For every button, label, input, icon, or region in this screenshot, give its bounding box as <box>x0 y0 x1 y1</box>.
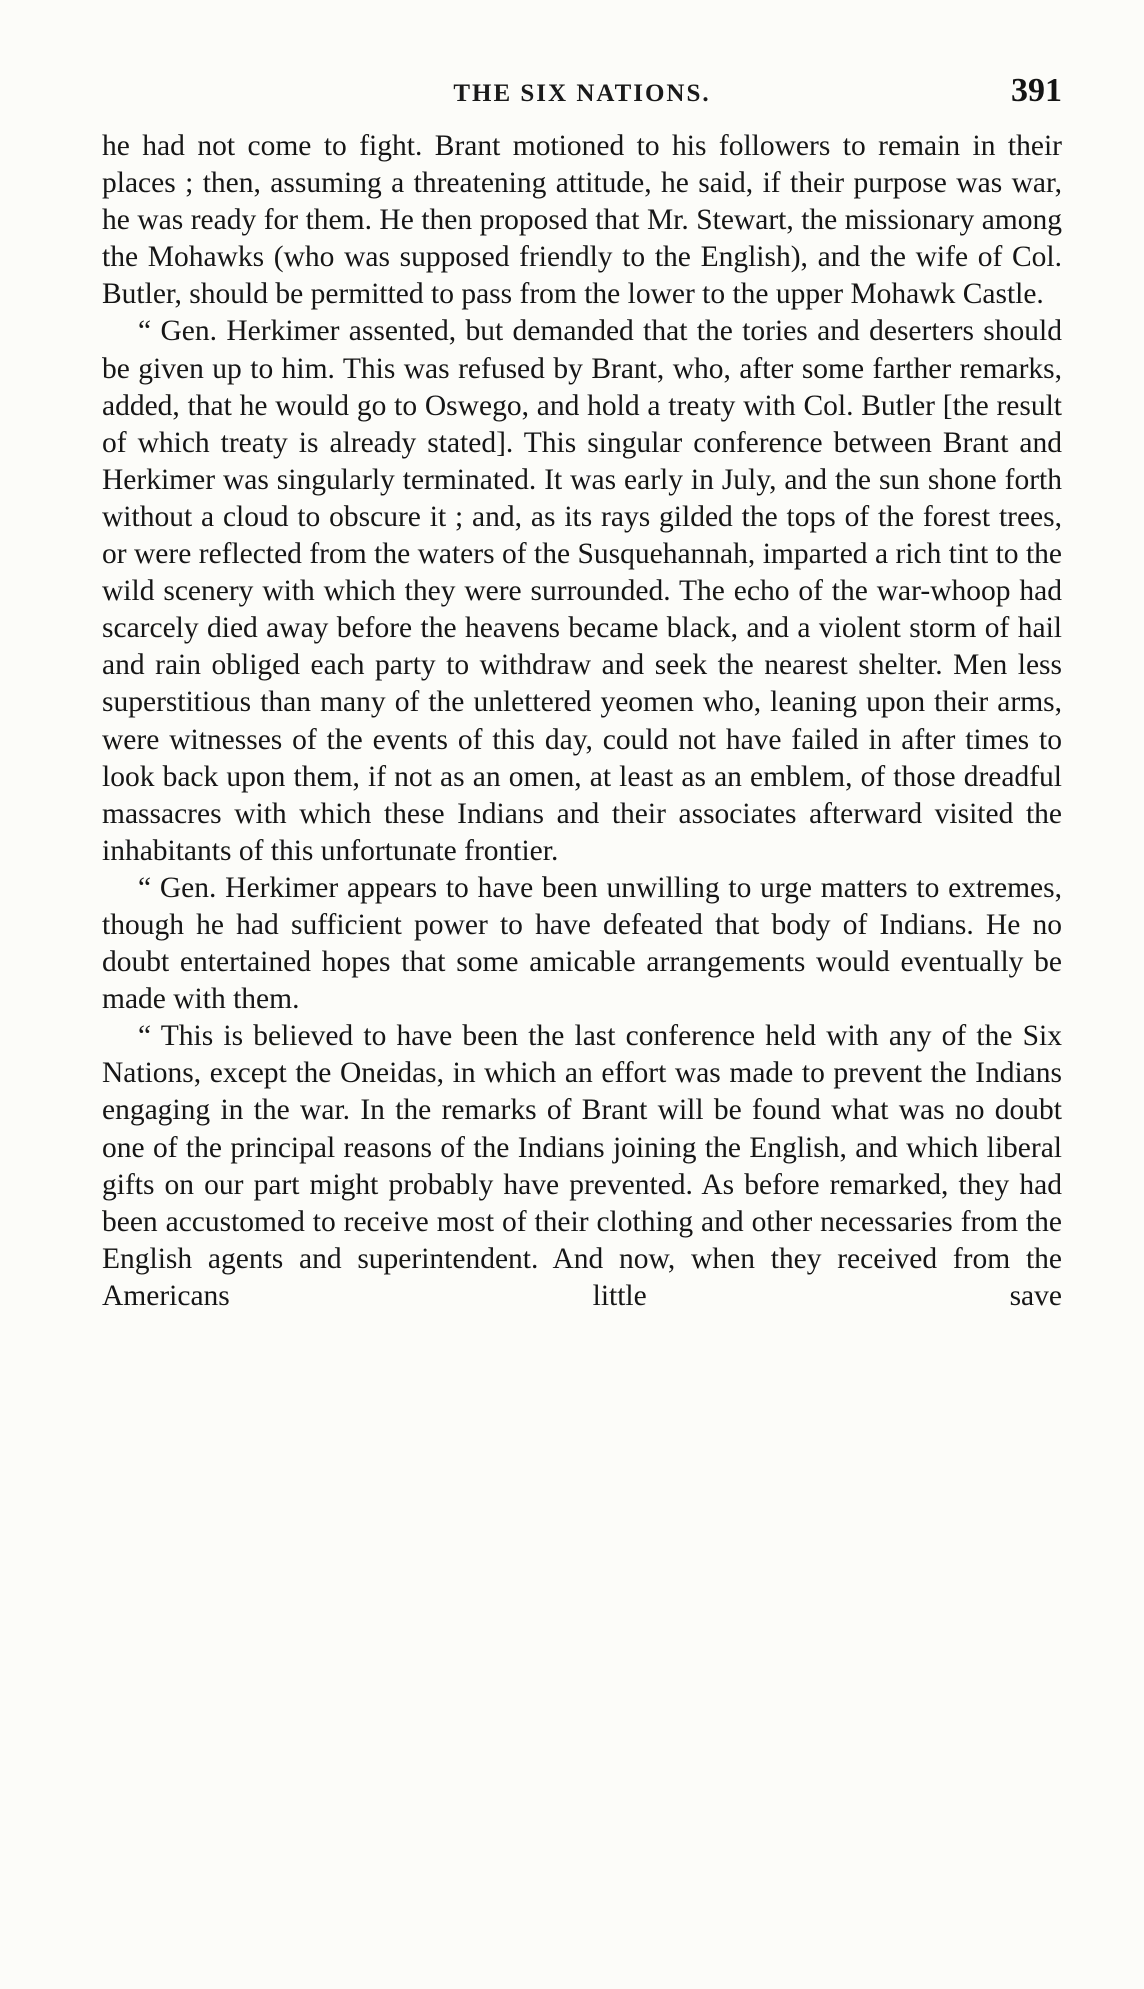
paragraph-quote-herkimer-assented: “ Gen. Herkimer assented, but demanded that the tories and deserters should be given up to him. This was refused by Brant, who, after some farther remarks, added, that he would go to Oswego, and hold a treaty with Col. Butler [the result of which treaty is already stated]. This singular conference between Brant and Herkimer was singularly terminated. It was early in July, and the sun shone forth without a cloud to obscure it ; and, as its rays gilded the tops of the forest trees, or were reflected from the waters of the Susquehannah, imparted a rich tint to the wild scenery with which they were surrounded. The echo of the war-whoop had scarcely died away before the heavens became black, and a violent storm of hail and rain obliged each party to withdraw and seek the nearest shelter. Men less superstitious than many of the unlettered yeomen who, leaning upon their arms, were witnesses of the events of this day, could not have failed in after times to look back upon them, if not as an omen, at least as an emblem, of those dreadful massacres with which these Indians and their associates afterward visited the inhabitants of this unfortunate frontier. <box>102 315 1062 867</box>
paragraph-continued: he had not come to fight. Brant motioned to his followers to remain in their places ; then, assuming a threatening attitude, he said, if their purpose was war, he was ready for them. He then proposed that Mr. Stewart, the missionary among the Mohawks (who was supposed friendly to the English), and the wife of Col. Butler, should be permitted to pass from the lower to the upper Mohawk Castle. <box>102 130 1062 311</box>
paragraph-quote-herkimer-unwilling: “ Gen. Herkimer appears to have been unwilling to urge matters to extremes, though he had sufficient power to have defeated that body of Indians. He no doubt entertained hopes that some amicable arrangements would eventually be made with them. <box>102 871 1062 1016</box>
paragraph-quote-last-conference: “ This is believed to have been the last conference held with any of the Six Nations, except the Oneidas, in which an effort was made to prevent the Indians engaging in the war. In the remarks of Brant will be found what was no doubt one of the principal reasons of the Indians joining the English, and which liberal gifts on our part might probably have prevented. As before remarked, they had been accustomed to receive most of their clothing and other necessaries from the English agents and superintendent. And now, when they received from the Americans little save <box>102 1020 1062 1312</box>
body-text <box>102 128 1062 1315</box>
page-number: 391 <box>1011 72 1062 109</box>
running-head: THE SIX NATIONS. <box>453 80 711 107</box>
page-header <box>102 70 1062 114</box>
